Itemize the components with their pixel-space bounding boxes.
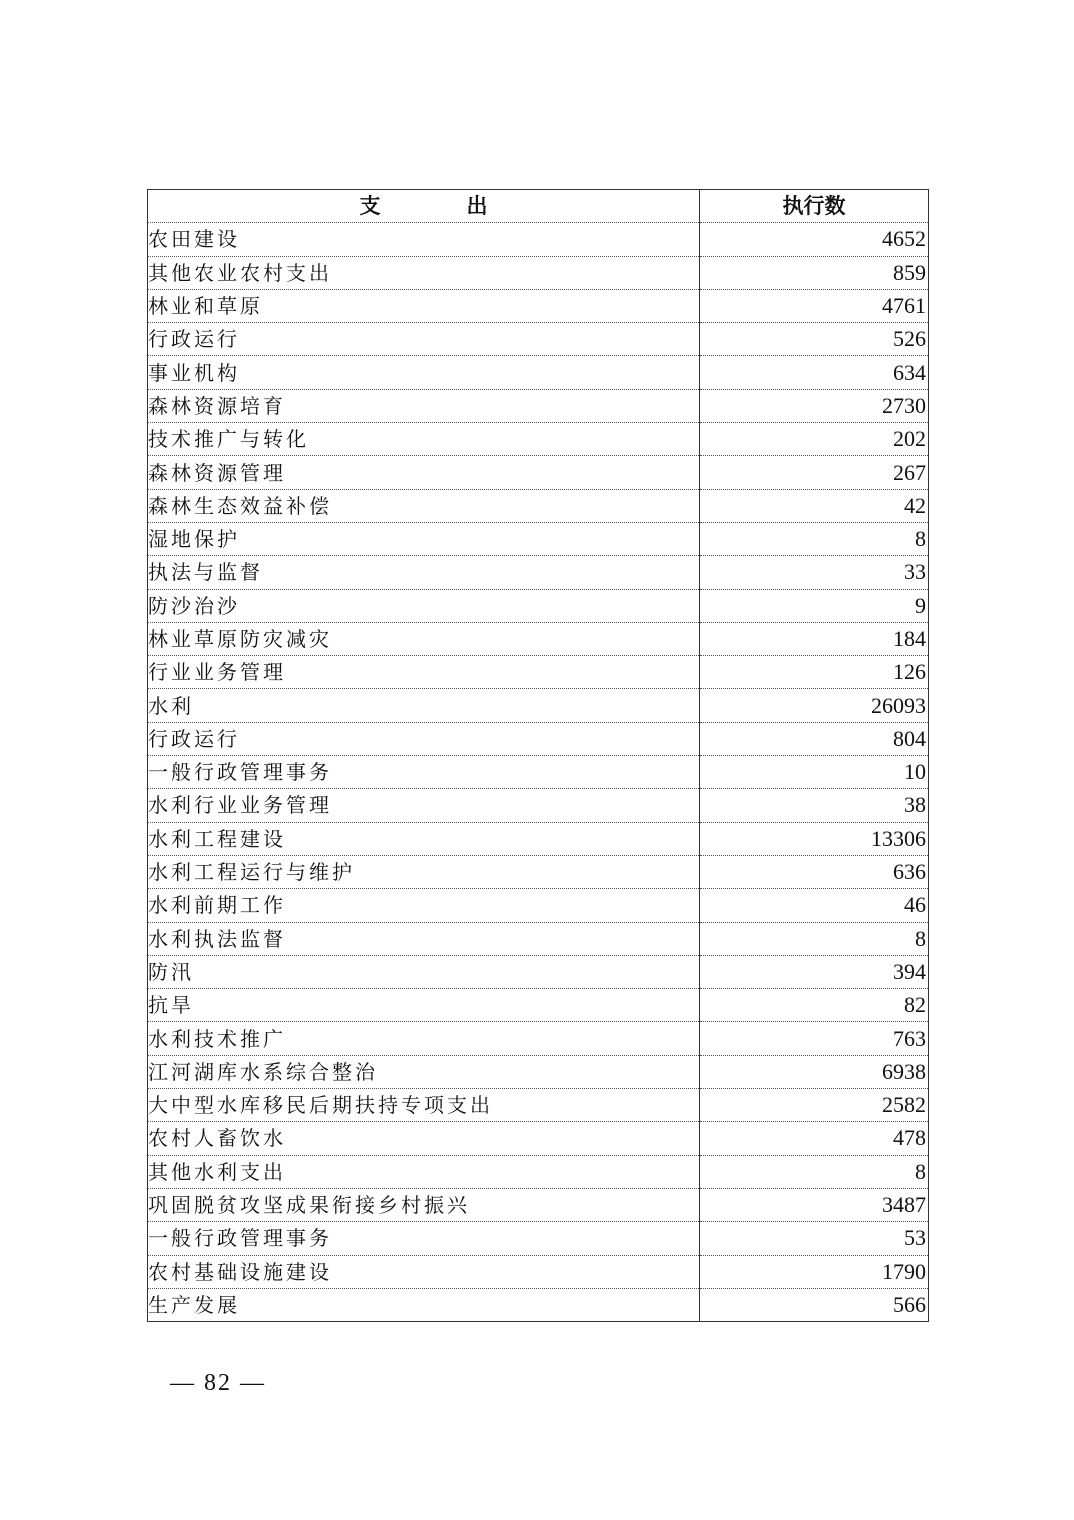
row-item-name: 林业草原防灾减灾: [148, 622, 700, 655]
table-row: [148, 389, 929, 422]
row-item-name: 水利工程运行与维护: [148, 855, 700, 888]
table-row: [148, 955, 929, 988]
row-item-value: 38: [700, 789, 929, 822]
row-item-value: 526: [700, 323, 929, 356]
row-item-value: 82: [700, 989, 929, 1022]
table-row: [148, 1222, 929, 1255]
header-expenditure: 支出: [148, 190, 700, 223]
row-item-name: 行业业务管理: [148, 656, 700, 689]
row-item-name: 巩固脱贫攻坚成果衔接乡村振兴: [148, 1188, 700, 1221]
row-item-value: 8: [700, 922, 929, 955]
table-row: [148, 756, 929, 789]
row-item-name: 农村人畜饮水: [148, 1122, 700, 1155]
row-item-name: 防沙治沙: [148, 589, 700, 622]
row-item-value: 42: [700, 489, 929, 522]
table-row: [148, 589, 929, 622]
row-item-name: 技术推广与转化: [148, 423, 700, 456]
row-item-name: 其他农业农村支出: [148, 256, 700, 289]
row-item-value: 6938: [700, 1055, 929, 1088]
row-item-value: 53: [700, 1222, 929, 1255]
row-item-value: 13306: [700, 822, 929, 855]
expenditure-table: [147, 189, 929, 1322]
row-item-name: 防汛: [148, 955, 700, 988]
table-row: [148, 1022, 929, 1055]
row-item-value: 4761: [700, 289, 929, 322]
table-row: [148, 1255, 929, 1288]
table-row: [148, 1155, 929, 1188]
row-item-name: 行政运行: [148, 722, 700, 755]
row-item-value: 394: [700, 955, 929, 988]
row-item-value: 8: [700, 1155, 929, 1188]
row-item-name: 一般行政管理事务: [148, 1222, 700, 1255]
row-item-name: 森林生态效益补偿: [148, 489, 700, 522]
table-header-row: [148, 190, 929, 223]
row-item-name: 森林资源管理: [148, 456, 700, 489]
row-item-name: 江河湖库水系综合整治: [148, 1055, 700, 1088]
table-row: [148, 556, 929, 589]
row-item-name: 行政运行: [148, 323, 700, 356]
row-item-name: 水利工程建设: [148, 822, 700, 855]
table-row: [148, 789, 929, 822]
table-row: [148, 722, 929, 755]
row-item-name: 农田建设: [148, 223, 700, 256]
row-item-value: 8: [700, 522, 929, 555]
page-number: — 82 —: [170, 1370, 266, 1396]
row-item-name: 农村基础设施建设: [148, 1255, 700, 1288]
row-item-value: 2582: [700, 1089, 929, 1122]
row-item-name: 水利执法监督: [148, 922, 700, 955]
row-item-value: 33: [700, 556, 929, 589]
table-row: [148, 822, 929, 855]
table-row: [148, 456, 929, 489]
row-item-value: 859: [700, 256, 929, 289]
row-item-name: 水利: [148, 689, 700, 722]
row-item-name: 生产发展: [148, 1288, 700, 1321]
table-row: [148, 1288, 929, 1321]
row-item-name: 林业和草原: [148, 289, 700, 322]
row-item-value: 46: [700, 889, 929, 922]
table-row: [148, 423, 929, 456]
row-item-name: 水利前期工作: [148, 889, 700, 922]
row-item-value: 9: [700, 589, 929, 622]
row-item-value: 26093: [700, 689, 929, 722]
row-item-value: 2730: [700, 389, 929, 422]
table-row: [148, 622, 929, 655]
table-row: [148, 323, 929, 356]
table-row: [148, 1122, 929, 1155]
row-item-name: 执法与监督: [148, 556, 700, 589]
table-row: [148, 1055, 929, 1088]
table-row: [148, 922, 929, 955]
table-row: [148, 223, 929, 256]
row-item-value: 202: [700, 423, 929, 456]
row-item-name: 大中型水库移民后期扶持专项支出: [148, 1089, 700, 1122]
row-item-name: 水利行业业务管理: [148, 789, 700, 822]
table-row: [148, 989, 929, 1022]
table-body: [148, 223, 929, 1322]
row-item-value: 763: [700, 1022, 929, 1055]
table-row: [148, 489, 929, 522]
row-item-value: 566: [700, 1288, 929, 1321]
table-row: [148, 889, 929, 922]
table-row: [148, 689, 929, 722]
table-row: [148, 289, 929, 322]
row-item-value: 634: [700, 356, 929, 389]
row-item-name: 其他水利支出: [148, 1155, 700, 1188]
row-item-value: 184: [700, 622, 929, 655]
row-item-value: 126: [700, 656, 929, 689]
header-executed-amount: 执行数: [700, 190, 929, 223]
row-item-name: 湿地保护: [148, 522, 700, 555]
row-item-name: 森林资源培育: [148, 389, 700, 422]
row-item-name: 一般行政管理事务: [148, 756, 700, 789]
row-item-value: 3487: [700, 1188, 929, 1221]
table-row: [148, 522, 929, 555]
table-row: [148, 1188, 929, 1221]
table-row: [148, 1089, 929, 1122]
table-row: [148, 855, 929, 888]
row-item-name: 水利技术推广: [148, 1022, 700, 1055]
row-item-value: 1790: [700, 1255, 929, 1288]
table-row: [148, 656, 929, 689]
row-item-value: 804: [700, 722, 929, 755]
row-item-name: 抗旱: [148, 989, 700, 1022]
table-row: [148, 256, 929, 289]
table-row: [148, 356, 929, 389]
row-item-name: 事业机构: [148, 356, 700, 389]
row-item-value: 10: [700, 756, 929, 789]
row-item-value: 636: [700, 855, 929, 888]
row-item-value: 478: [700, 1122, 929, 1155]
row-item-value: 4652: [700, 223, 929, 256]
row-item-value: 267: [700, 456, 929, 489]
